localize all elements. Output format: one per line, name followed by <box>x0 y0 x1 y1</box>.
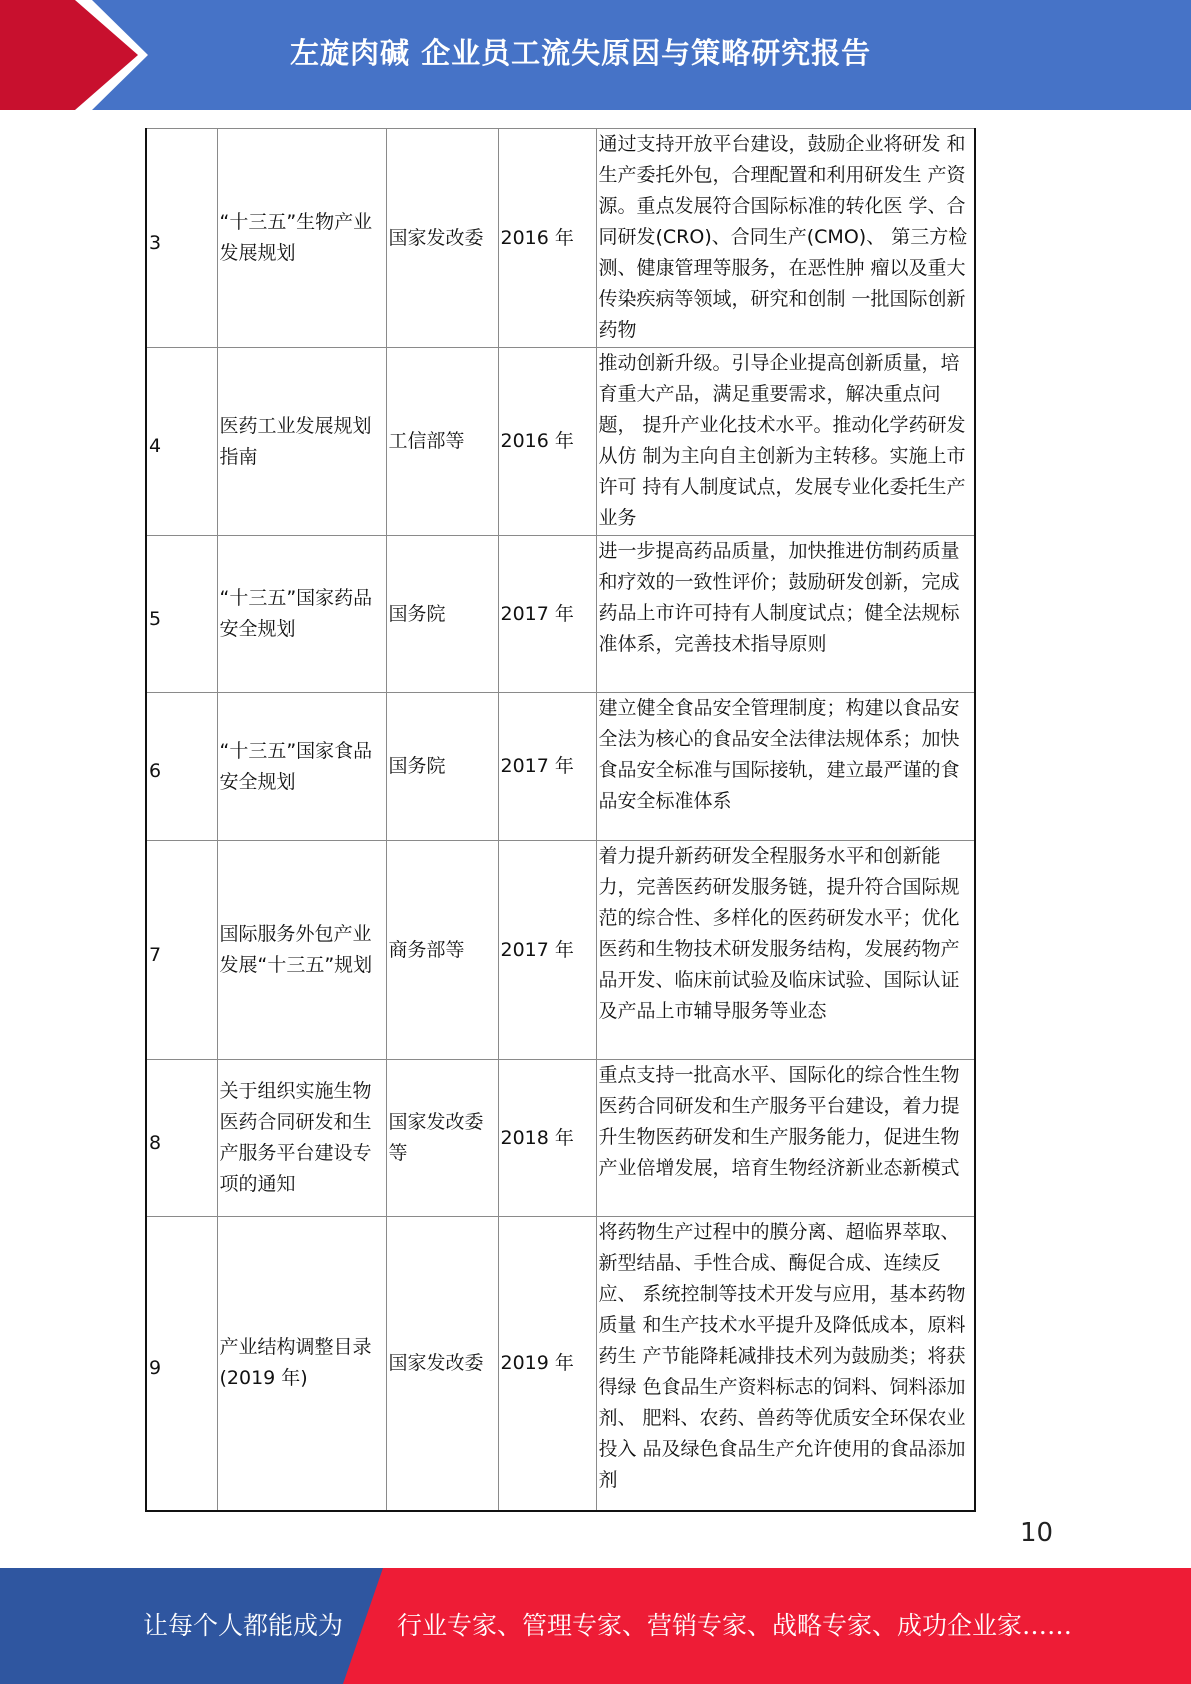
table-row <box>146 693 975 841</box>
table-row <box>146 1060 975 1217</box>
row-number: 9 <box>146 1217 217 1511</box>
footer-slogan-left: 让每个人都能成为 <box>143 1611 344 1640</box>
table-row <box>146 129 975 348</box>
policy-description: 进一步提高药品质量，加快推进仿制药质量 和疗效的一致性评价；鼓励研发创新，完成 药品上市许可持有人制度试点；健全法规标 准体系，完善技术指导原则 <box>596 536 975 693</box>
policy-name: “十三五”国家食品安全规划 <box>217 693 386 841</box>
policy-name: “十三五”国家药品安全规划 <box>217 536 386 693</box>
policy-department: 国家发改委等 <box>386 1060 498 1217</box>
policy-department: 商务部等 <box>386 841 498 1060</box>
policy-name: 产业结构调整目录(2019 年) <box>217 1217 386 1511</box>
policy-department: 国务院 <box>386 536 498 693</box>
policy-year: 2019 年 <box>498 1217 596 1511</box>
row-number: 6 <box>146 693 217 841</box>
table-row <box>146 348 975 536</box>
row-number: 4 <box>146 348 217 536</box>
policy-description: 将药物生产过程中的膜分离、超临界萃取、 新型结晶、手性合成、酶促合成、连续反应、 系统控制等技术开发与应用，基本药物质量 和生产技术水平提升及降低成本，原料药生 产节能降耗减排技术列为鼓励类；将获得绿 色食品生产资料标志的饲料、饲料添加剂、 肥料、农药、兽药等优质安全环保农业投入 品及绿色食品生产允许使用的食品添加剂 <box>596 1217 975 1511</box>
report-title: 左旋肉碱 企业员工流失原因与策略研究报告 <box>290 36 872 70</box>
page-header <box>0 0 1191 110</box>
policy-name: 国际服务外包产业发展“十三五”规划 <box>217 841 386 1060</box>
row-number: 5 <box>146 536 217 693</box>
policy-department: 国家发改委 <box>386 1217 498 1511</box>
policy-department: 工信部等 <box>386 348 498 536</box>
policy-department: 国务院 <box>386 693 498 841</box>
policy-table <box>145 128 976 1512</box>
policy-name: 关于组织实施生物医药合同研发和生产服务平台建设专项的通知 <box>217 1060 386 1217</box>
policy-description: 推动创新升级。引导企业提高创新质量，培 育重大产品，满足重要需求，解决重点问题， 提升产业化技术水平。推动化学药研发从仿 制为主向自主创新为主转移。实施上市许可 持有人制度试点，发展专业化委托生产业务 <box>596 348 975 536</box>
row-number: 3 <box>146 129 217 348</box>
policy-name: “十三五”生物产业发展规划 <box>217 129 386 348</box>
policy-year: 2017 年 <box>498 693 596 841</box>
policy-description: 建立健全食品安全管理制度；构建以食品安 全法为核心的食品安全法律法规体系；加快 食品安全标准与国际接轨，建立最严谨的食 品安全标准体系 <box>596 693 975 841</box>
policy-name: 医药工业发展规划指南 <box>217 348 386 536</box>
policy-year: 2017 年 <box>498 841 596 1060</box>
table-row <box>146 1217 975 1511</box>
policy-year: 2016 年 <box>498 129 596 348</box>
policy-description: 通过支持开放平台建设，鼓励企业将研发 和生产委托外包，合理配置和利用研发生 产资源。重点发展符合国际标准的转化医 学、合同研发(CRO)、合同生产(CMO)、 第三方检测、健康管理等服务，在恶性肿 瘤以及重大传染疾病等领域，研究和创制 一批国际创新药物 <box>596 129 975 348</box>
table-row <box>146 841 975 1060</box>
row-number: 7 <box>146 841 217 1060</box>
policy-department: 国家发改委 <box>386 129 498 348</box>
policy-year: 2018 年 <box>498 1060 596 1217</box>
footer-slogan-right: 行业专家、管理专家、营销专家、战略专家、成功企业家…… <box>397 1611 1073 1640</box>
policy-description: 着力提升新药研发全程服务水平和创新能 力，完善医药研发服务链，提升符合国际规 范的综合性、多样化的医药研发水平；优化 医药和生物技术研发服务结构，发展药物产 品开发、临床前试验及临床试验、国际认证 及产品上市辅导服务等业态 <box>596 841 975 1060</box>
table-row <box>146 536 975 693</box>
page-number: 10 <box>1020 1518 1054 1548</box>
policy-year: 2017 年 <box>498 536 596 693</box>
page-footer <box>0 1568 1191 1684</box>
policy-description: 重点支持一批高水平、国际化的综合性生物 医药合同研发和生产服务平台建设，着力提 升生物医药研发和生产服务能力，促进生物 产业倍增发展，培育生物经济新业态新模式 <box>596 1060 975 1217</box>
policy-year: 2016 年 <box>498 348 596 536</box>
row-number: 8 <box>146 1060 217 1217</box>
